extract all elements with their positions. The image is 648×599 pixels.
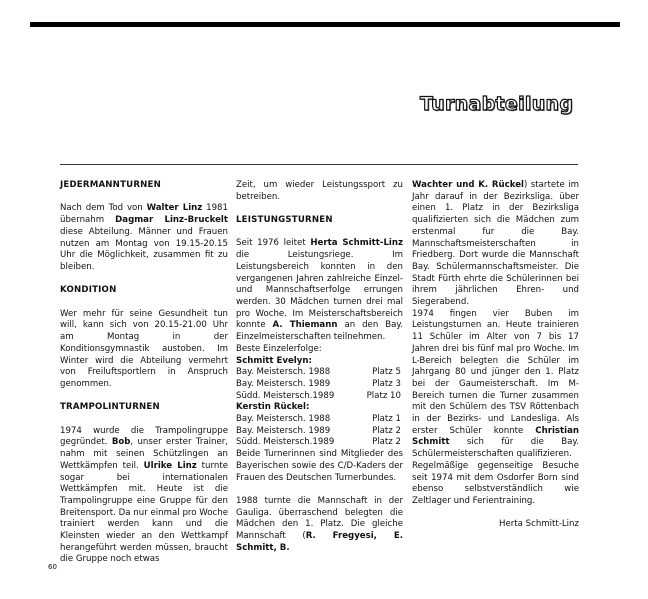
result-row — [236, 379, 403, 391]
text-segment: diese Abteilung. Männer und Frauen nutzen am Montag von 19.15-20.15 Uhr die Möglichkeit, zusammen fit zu bleiben. — [60, 226, 228, 272]
text-segment: Nach dem Tod von — [60, 203, 147, 214]
paragraph — [412, 461, 579, 508]
paragraph — [236, 449, 403, 484]
author-signature: Herta Schmitt-Linz — [498, 519, 579, 530]
bold-name: Ulrike Linz — [143, 460, 197, 471]
paragraph — [236, 180, 403, 203]
text-segment: Beide Turnerinnen sind Mitglieder des Bayerischen sowie des C/D-Kaders der Frauen des Deutschen Turnerbundes. — [236, 449, 403, 483]
text-segment: die Leistungsriege. Im Leistungsbereich konnten in den vergangenen Jahren zahlreiche Einzel- und Mannschaftserfolge errungen werden. 30 Mädchen turnen drei mal pro Woche. Im Meisterschaftsbereich konnte — [236, 250, 403, 331]
section-heading: LEISTUNGSTURNEN — [236, 215, 333, 226]
athlete-name: Kerstin Rückel: — [236, 402, 310, 413]
result-competition: Bay. Meistersch. 1989 — [236, 425, 331, 436]
text-segment: sich für die Bay. Schülermeisterschaften qualifizieren. — [412, 437, 579, 460]
result-row — [236, 414, 403, 426]
text-segment: 1988 turnte die Mannschaft in der Gauliga. überraschend belegten die Mädchen den 1. Platz. Die gleiche Mannschaft ( — [236, 495, 403, 542]
bold-name: Walter Linz — [146, 203, 203, 214]
paragraph — [60, 203, 228, 273]
bold-name: Wachter und K. Rückel — [412, 180, 524, 190]
result-competition: Bay. Meistersch. 1988 — [236, 414, 331, 425]
section-heading: KONDITION — [60, 285, 117, 296]
result-row — [236, 367, 403, 379]
bold-name: Dagmar Linz-Bruckelt — [115, 215, 228, 226]
result-place: Platz 2 — [372, 437, 401, 448]
paragraph — [236, 496, 403, 555]
result-place: Platz 2 — [372, 425, 401, 436]
text-segment: 1981 übernahm — [60, 203, 228, 226]
result-place: Platz 3 — [372, 378, 401, 389]
result-row — [236, 426, 403, 438]
paragraph — [60, 426, 228, 566]
text-segment: ) startete im Jahr darauf in der Bezirksliga. über einen 1. Platz in der Bezirksliga qualifizierten sich die Mädchen zum erstenmal fur die Bay. Mannschaftsmeisterschaften in Friedberg. Dort wurde die Mannschaft Bay. Schülermannschaftsmeister. Die Stadt Fürth ehrte die Schülerinnen bei ihrem jährlichen Ehren- und Siegerabend. — [412, 180, 579, 308]
text-segment: 1974 wurde die Trampolingruppe gegründet. — [60, 425, 228, 448]
column-3 — [412, 180, 579, 531]
result-competition: Südd. Meistersch.1989 — [236, 437, 335, 448]
title-divider — [60, 164, 578, 165]
athlete-name: Schmitt Evelyn: — [236, 355, 312, 366]
column-1 — [60, 180, 228, 578]
bold-name: R. Fregyesi, E. Schmitt, B. — [236, 531, 403, 553]
text-segment: Wer mehr für seine Gesundheit tun will, kann sich von 20.15-21.00 Uhr am Montag in der Konditionsgymnastik austoben. Im Winter wird die Abteilung vermehrt von Freiluftsportlern in Anspruch genommen. — [60, 308, 228, 389]
paragraph — [412, 180, 579, 309]
text-segment: an den Bay. Einzelmeisterschaften teilnehmen. — [236, 320, 403, 343]
result-place: Platz 5 — [372, 367, 401, 378]
text-segment: 1974 fingen vier Buben im Leistungsturnen an. Heute trainieren 11 Schüler im Alter von 7 bis 17 Jahren drei bis fünf mal pro Woche. Im L-Bereich belegten die Schüler im Jahrgang 80 und jünger den 1. Platz bei der Gaumeisterschaft. Im M-Bereich turnen die Turner zusammen mit den Schülern des TSV Röttenbach in der Bezirks- und Landesliga. Als erster Schüler konnte — [412, 308, 579, 436]
column-2 — [236, 180, 403, 554]
result-competition: Bay. Meistersch. 1989 — [236, 378, 331, 389]
paragraph — [60, 309, 228, 391]
bold-name: Christian Schmitt — [412, 425, 579, 448]
bold-name: Bob — [111, 437, 131, 448]
text-line: Beste Einzelerfolge: — [236, 343, 322, 354]
text-segment: Seit 1976 leitet — [236, 238, 311, 249]
paragraph — [412, 309, 579, 461]
page-number: 60 — [48, 563, 57, 571]
bold-name: Herta Schmitt-Linz — [310, 238, 403, 249]
section-heading: TRAMPOLINTURNEN — [60, 402, 160, 413]
section-heading: JEDERMANNTURNEN — [60, 180, 161, 190]
top-rule — [30, 22, 620, 27]
bold-name: A. Thiemann — [272, 320, 338, 331]
result-competition: Südd. Meistersch.1989 — [236, 390, 335, 401]
result-row — [236, 437, 403, 449]
page-title: Turnabteilung — [420, 93, 574, 115]
text-segment: Zeit, um wieder Leistungssport zu betreiben. — [236, 180, 403, 202]
result-place: Platz 10 — [366, 390, 401, 401]
result-row — [236, 391, 403, 403]
text-segment: , unser erster Trainer, nahm mit seinen Schützlingen an Wettkämpfen teil. — [60, 437, 229, 471]
text-segment: Regelmäßige gegenseitige Besuche seit 1974 mit dem Osdorfer Born sind ebenso selbstverständlich wie Zeltlager und Ferientraining. — [412, 460, 579, 506]
result-place: Platz 1 — [372, 414, 401, 425]
paragraph — [236, 238, 403, 343]
result-competition: Bay. Meistersch. 1988 — [236, 367, 331, 378]
text-segment: turnte sogar bei internationalen Wettkämpfen mit. Heute ist die Trampolingruppe eine Gruppe für den Breitensport. Da nur einmal pro Woche trainiert werden kann und die Kleinsten wieder an den Wettkampf herangeführt werden müssen, braucht die Gruppe noch etwas — [60, 460, 228, 565]
